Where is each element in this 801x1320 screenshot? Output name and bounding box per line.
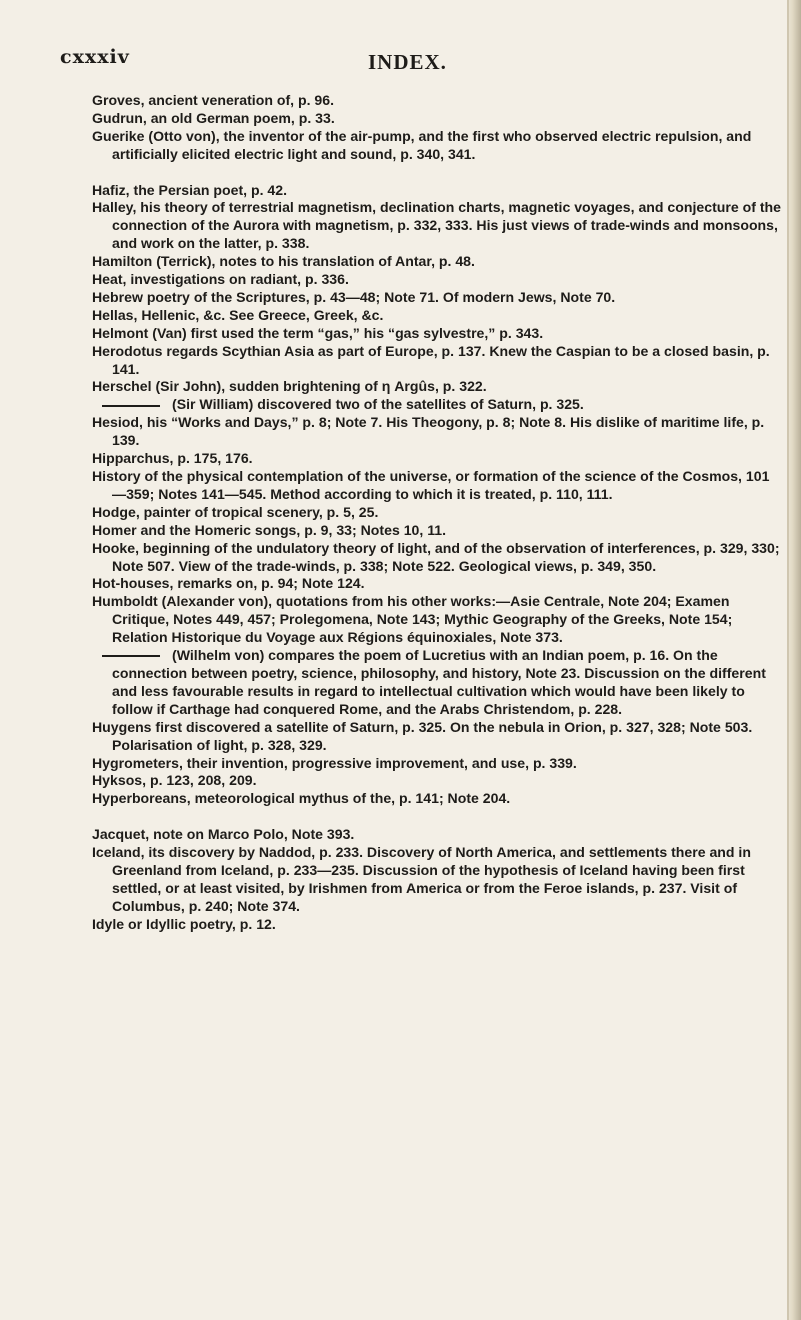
index-entry xyxy=(92,826,782,844)
index-entry xyxy=(92,790,782,808)
index-entry xyxy=(92,343,782,379)
index-entry xyxy=(92,540,782,576)
entry-text: Gudrun, an old German poem, p. 33. xyxy=(92,109,335,126)
index-entry xyxy=(92,575,782,593)
index-entry xyxy=(92,128,782,164)
entry-text: Heat, investigations on radiant, p. 336. xyxy=(92,271,349,288)
index-entry xyxy=(92,772,782,790)
index-entry xyxy=(92,844,782,916)
repeat-heading-dash xyxy=(102,405,160,407)
index-entry xyxy=(92,414,782,450)
entry-text: Hellas, Hellenic, &c. See Greece, Greek, &c. xyxy=(92,306,384,323)
entry-text: Guerike (Otto von), the inventor of the air-pump, and the first who observed electric repulsion, and artificially elicited electric light and sound, p. 340, 341. xyxy=(92,127,752,162)
entry-text: Herodotus regards Scythian Asia as part of Europe, p. 137. Knew the Caspian to be a closed basin, p. 141. xyxy=(92,342,770,377)
index-entry xyxy=(92,92,782,110)
index-entry xyxy=(92,325,782,343)
index-entry xyxy=(92,307,782,325)
entry-text: Hyperboreans, meteorological mythus of the, p. 141; Note 204. xyxy=(92,790,511,807)
entry-text: Groves, ancient veneration of, p. 96. xyxy=(92,92,335,108)
index-entry xyxy=(92,522,782,540)
entry-text: Hooke, beginning of the undulatory theory of light, and of the observation of interferences, p. 329, 330; Note 507. View of the trade-winds, p. 338; Note 522. Geological views, p. 349, 350. xyxy=(92,539,780,574)
running-title: INDEX. xyxy=(368,50,447,74)
entry-text: Hafiz, the Persian poet, p. 42. xyxy=(92,181,288,198)
index-entry xyxy=(92,253,782,271)
entry-text: (Wilhelm von) compares the poem of Lucretius with an Indian poem, p. 16. On the connection between poetry, science, philosophy, and history, Note 23. Discussion on the different and less favourable results in regard to intellectual cultivation which would have been likely to follow if Carthage had conquered Rome, and the Arabs Christendom, p. 228. xyxy=(112,647,766,717)
entry-text: Hamilton (Terrick), notes to his translation of Antar, p. 48. xyxy=(92,253,475,270)
entry-text: Jacquet, note on Marco Polo, Note 393. xyxy=(92,826,355,843)
index-entry xyxy=(92,504,782,522)
entry-text: Hipparchus, p. 175, 176. xyxy=(92,450,253,467)
entry-text: Herschel (Sir John), sudden brightening of η Argûs, p. 322. xyxy=(92,378,487,395)
entry-text: Hyksos, p. 123, 208, 209. xyxy=(92,772,257,789)
entry-text: Humboldt (Alexander von), quotations from his other works:—Asie Centrale, Note 204; Examen Critique, Notes 449, 457; Prolegomena, Note 143; Mythic Geography of the Greeks, Note 154; Relation Historique du Voyage aux Régions équinoxiales, Note 373. xyxy=(92,593,733,646)
entry-text: Hodge, painter of tropical scenery, p. 5, 25. xyxy=(92,503,379,520)
entry-text: Hebrew poetry of the Scriptures, p. 43—48; Note 71. Of modern Jews, Note 70. xyxy=(92,288,616,305)
index-entry xyxy=(92,396,782,414)
entry-text: Hot-houses, remarks on, p. 94; Note 124. xyxy=(92,575,365,592)
entry-text: Hesiod, his “Works and Days,” p. 8; Note 7. His Theogony, p. 8; Note 8. His dislike of maritime life, p. 139. xyxy=(92,414,765,449)
index-entry xyxy=(92,378,782,396)
index-entry xyxy=(92,289,782,307)
index-entry xyxy=(92,199,782,253)
index-entry xyxy=(92,450,782,468)
entry-text: Helmont (Van) first used the term “gas,” his “gas sylvestre,” p. 343. xyxy=(92,324,544,341)
entry-text: Hygrometers, their invention, progressive improvement, and use, p. 339. xyxy=(92,754,577,771)
index-entries xyxy=(92,92,782,934)
index-entry xyxy=(92,593,782,647)
index-entry xyxy=(92,719,782,755)
page-edge xyxy=(787,0,801,1320)
repeat-heading-dash xyxy=(102,655,160,657)
entry-text: Halley, his theory of terrestrial magnetism, declination charts, magnetic voyages, and conjecture of the connection of the Aurora with magnetism, p. 332, 333. His just views of trade-winds and monsoons, and work on the latter, p. 338. xyxy=(92,199,781,252)
index-entry xyxy=(92,182,782,200)
page-number: cxxxiv xyxy=(60,46,130,68)
entry-text: Huygens first discovered a satellite of Saturn, p. 325. On the nebula in Orion, p. 327, 328; Note 503. Polarisation of light, p. 328, 329. xyxy=(92,718,753,753)
index-entry xyxy=(92,271,782,289)
entry-text: (Sir William) discovered two of the satellites of Saturn, p. 325. xyxy=(172,396,584,413)
index-entry xyxy=(92,647,782,719)
entry-text: Iceland, its discovery by Naddod, p. 233. Discovery of North America, and settlements there and in Greenland from Iceland, p. 233—235. Discussion of the hypothesis of Iceland having been first settled, or at least visited, by Irishmen from America or from the Feroe islands, p. 237. Visit of Columbus, p. 240; Note 374. xyxy=(92,844,751,914)
page-edge-line xyxy=(787,0,789,1320)
index-entry xyxy=(92,110,782,128)
page-header xyxy=(0,46,801,76)
entry-text: History of the physical contemplation of the universe, or formation of the science of the Cosmos, 101—359; Notes 141—545. Method according to which it is treated, p. 110, 111. xyxy=(92,468,770,502)
entry-text: Homer and the Homeric songs, p. 9, 33; Notes 10, 11. xyxy=(92,521,447,538)
index-entry xyxy=(92,916,782,934)
index-entry xyxy=(92,755,782,773)
entry-text: Idyle or Idyllic poetry, p. 12. xyxy=(92,915,276,932)
index-entry xyxy=(92,468,782,504)
